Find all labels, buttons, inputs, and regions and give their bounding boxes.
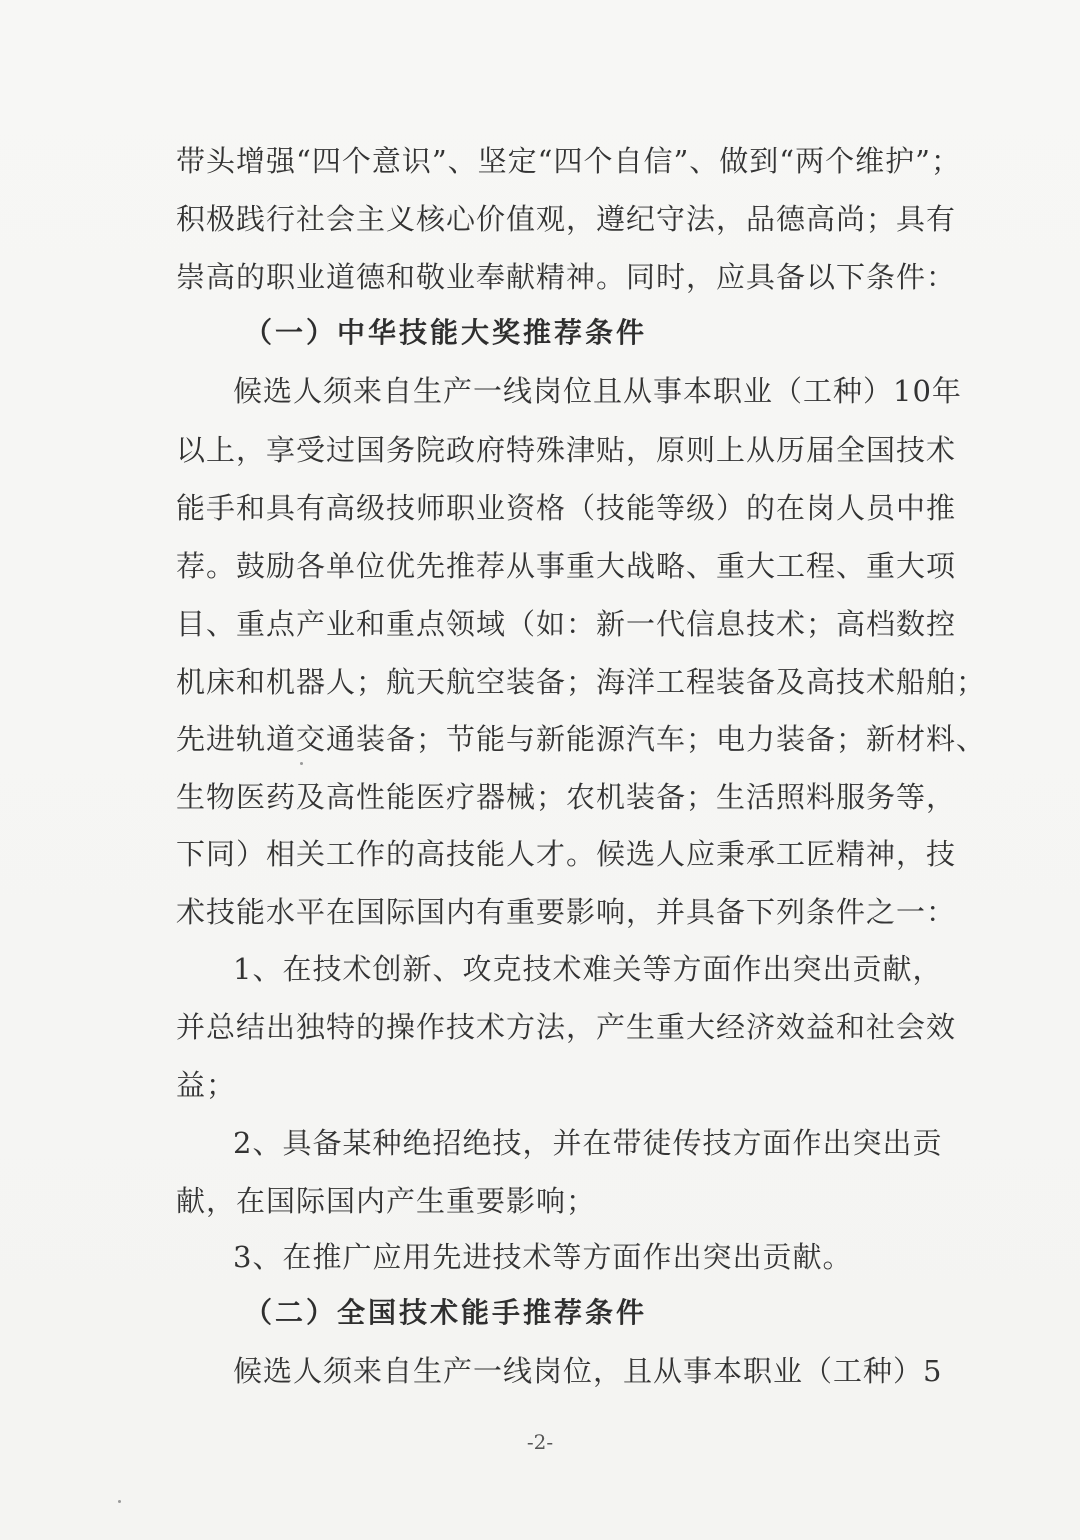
body-text-line: 先进轨道交通装备；节能与新能源汽车；电力装备；新材料、: [176, 722, 987, 756]
body-text-line: 益；: [176, 1068, 237, 1102]
body-text-line: 并总结出独特的操作技术方法，产生重大经济效益和社会效: [176, 1010, 957, 1044]
body-text-line: 目、重点产业和重点领域（如：新一代信息技术；高档数控: [176, 607, 957, 641]
body-text-line: 献，在国际国内产生重要影响；: [176, 1184, 597, 1218]
list-item-3: 3、在推广应用先进技术等方面作出突出贡献。: [233, 1240, 853, 1274]
body-text-line: 下同）相关工作的高技能人才。候选人应秉承工匠精神，技: [176, 837, 957, 871]
body-text-line: 带头增强“四个意识”、坚定“四个自信”、做到“两个维护”；: [176, 144, 961, 178]
body-text-line: 积极践行社会主义核心价值观，遵纪守法，品德高尚；具有: [176, 202, 957, 236]
body-text-line: 候选人须来自生产一线岗位，且从事本职业（工种）5: [233, 1354, 943, 1388]
body-text-line: 崇高的职业道德和敬业奉献精神。同时，应具备以下条件：: [176, 260, 957, 294]
scan-speck: [300, 762, 303, 765]
scan-speck: [118, 1500, 121, 1503]
list-item-1: 1、在技术创新、攻克技术难关等方面作出突出贡献，: [233, 952, 943, 986]
section-heading-1: （一）中华技能大奖推荐条件: [244, 316, 648, 349]
body-text-line: 能手和具有高级技师职业资格（技能等级）的在岗人员中推: [176, 491, 957, 525]
body-text-line: 生物医药及高性能医疗器械；农机装备；生活照料服务等，: [176, 780, 957, 814]
body-text-line: 机床和机器人；航天航空装备；海洋工程装备及高技术船舶；: [176, 665, 987, 699]
section-heading-2: （二）全国技术能手推荐条件: [244, 1296, 648, 1329]
body-text-line: 术技能水平在国际国内有重要影响，并具备下列条件之一：: [176, 895, 957, 929]
page-number: -2-: [526, 1430, 554, 1454]
body-text-line: 以上，享受过国务院政府特殊津贴，原则上从历届全国技术: [176, 433, 957, 467]
body-text-line: 候选人须来自生产一线岗位且从事本职业（工种）10年: [233, 374, 962, 408]
list-item-2: 2、具备某种绝招绝技，并在带徒传技方面作出突出贡: [233, 1126, 943, 1160]
body-text-line: 荐。鼓励各单位优先推荐从事重大战略、重大工程、重大项: [176, 549, 957, 583]
